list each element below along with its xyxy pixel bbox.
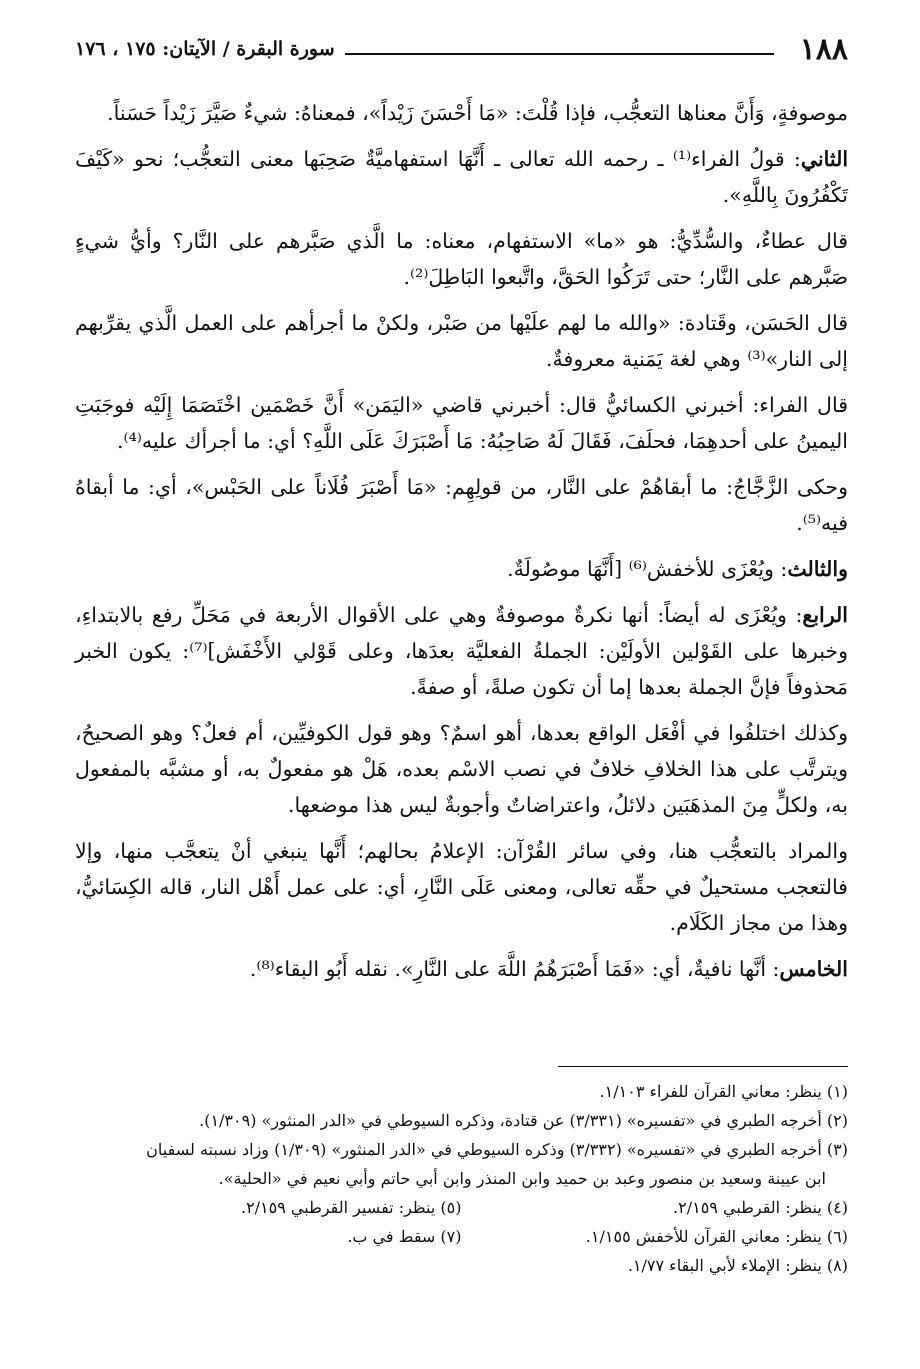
footnotes xyxy=(75,1078,848,1281)
paragraph: قال الحَسَن، وقَتادة: «والله ما لهم علَيْها من صَبْر، ولكنْ ما أجرأهم على العمل الَّذي يقرِّبهم إلى النار»⁽³⁾ وهي لغة يَمَنية معروفةٌ. xyxy=(75,311,848,371)
paragraph-fourth-view xyxy=(75,597,848,705)
footnote-continuation: ابن عيينة وسعيد بن منصور وعبد بن حميد وابن المنذر وابن أبي حاتم وأبي نعيم في «الحلية». xyxy=(218,1169,826,1188)
footnote: (١) ينظر: معاني القرآن للفراء ١/١٠٣. xyxy=(599,1082,848,1101)
paragraph: قال الفراء: أخبرني الكسائيُّ قال: أخبرني قاضي «اليَمَن» أَنَّ خَصْمَين اخْتَصَمَا إِلَيْه فوجَبَتِ اليمينُ على أحدهِمَا، فحلَفَ، فَقَالَ لَهُ صَاحِبُهُ: مَا أَصْبَرَكَ عَلَى اللَّهِ؟ أي: ما أجرأك عليه⁽⁴⁾. xyxy=(75,393,848,453)
paragraph: وحكى الزَّجَّاجُ: ما أبقاهُمْ على النَّار، من قولِهِم: «مَا أَصْبَرَ فُلَاناً على الحَبْس»، أي: ما أبقاهُ فيه⁽⁵⁾. xyxy=(75,475,848,535)
footnote: (٧) سقط في ب. xyxy=(347,1227,462,1246)
paragraph-text: : ويُعْزَى له أيضاً: أنها نكرةٌ موصوفةٌ وهي على الأقوال الأربعة في مَحَلِّ رفع بالابتداءِ، وخبرها على القَوْلين الأولَيْن: الجملةُ الفعليَّة بعدَها، وعلى قَوْلي الأَخْفَش]⁽⁷⁾: يكون الخبر مَحذوفاً فإنَّ الجملة بعدها إما أن تكون صلةً، أو صفةً. xyxy=(75,603,848,699)
page-header xyxy=(75,28,848,70)
footnote-row xyxy=(75,1194,848,1221)
paragraph: قال عطاءٌ، والسُّدِّيُّ: هو «ما» الاستفهام، معناه: ما الَّذي صَبَّرهم على النَّار؟ وأيُّ شيءٍ صَبَّرهم على النَّار؛ حتى تَرَكُوا الحَقَّ، واتَّبعوا البَاطِلَ⁽²⁾. xyxy=(75,229,848,289)
footnote: (٢) أخرجه الطبري في «تفسيره» (٣/٣٣١) عن قتادة، وذكره السيوطي في «الدر المنثور» (١/٣٠٩). xyxy=(199,1111,848,1130)
footnote: (٥) ينظر: تفسير القرطبي ٢/١٥٩. xyxy=(240,1198,462,1217)
paragraph: موصوفةٍ، وَأَنَّ معناها التعجُّب، فإذا قُلْتَ: «مَا أَحْسَنَ زَيْداً»، فمعناهُ: شيءٌ صَيَّرَ زَيْداً حَسَناً. xyxy=(107,101,848,125)
footnote-divider xyxy=(558,1066,848,1067)
section-label: الخامس xyxy=(779,957,848,981)
footnote: (٣) أخرجه الطبري في «تفسيره» (٣/٣٣٢) وذكره السيوطي في «الدر المنثور» (١/٣٠٩) وزاد نسبته لسفيان xyxy=(146,1140,848,1159)
paragraph: والمراد بالتعجُّب هنا، وفي سائر القُرْآن: الإعلامُ بحالهم؛ أَنَّها ينبغي أنْ يتعجَّب منها، وإلا فالتعجب مستحيلٌ في حقِّه تعالى، ومعنى عَلَى النَّارِ، أي: على عمل أَهْل النار، قاله الكِسَائيُّ، وهذا من مجاز الكَلَام. xyxy=(75,839,848,935)
section-label: الرابع xyxy=(802,603,848,627)
section-label: والثالث xyxy=(787,557,848,581)
section-label: الثاني xyxy=(800,147,849,171)
paragraph-text: : ويُعْزَى للأخفش⁽⁶⁾ [أَنَّهَا موصُولَةٌ. xyxy=(507,557,788,581)
paragraph-third-view xyxy=(75,551,848,587)
footnote: (٨) ينظر: الإملاء لأبي البقاء ١/٧٧. xyxy=(627,1256,848,1275)
main-text xyxy=(75,95,848,997)
paragraph-text: : قولُ الفراء⁽¹⁾ ـ رحمه الله تعالى ـ أَنَّهَا استفهاميَّةٌ صَحِبَها معنى التعجُّب؛ نحو «كَيْفَ تَكْفُرُونَ بِاللَّهِ». xyxy=(75,147,848,207)
paragraph-text: : أنَّها نافيةٌ، أي: «فَمَا أَصْبَرَهُمُ اللَّهَ على النَّارِ». نقله أَبُو البقاء⁽⁸⁾. xyxy=(249,957,780,981)
running-title: سورة البقرة / الآيتان: ١٧٥ ، ١٧٦ xyxy=(75,38,335,60)
header-rule xyxy=(345,53,774,55)
paragraph-fifth-view xyxy=(75,951,848,987)
page-number: ١٨٨ xyxy=(799,31,848,67)
paragraph-second-view xyxy=(75,141,848,213)
footnote-row xyxy=(75,1223,848,1250)
footnote: (٤) ينظر: القرطبي ٢/١٥٩. xyxy=(673,1198,848,1217)
footnote: (٦) ينظر: معاني القرآن للأخفش ١/١٥٥. xyxy=(585,1227,848,1246)
paragraph: وكذلك اختلفُوا في أفْعَل الواقع بعدها، أهو اسمٌ؟ وهو قول الكوفيِّين، أم فعلٌ؟ وهو الصحيحُ، ويترتَّب على هذا الخلافِ خلافٌ في نصب الاسْم بعده، هَلْ هو مفعولٌ به، أو مشبَّه بالمفعول به، ولكلٍّ مِنَ المذهَبَين دلائلُ، واعتراضاتٌ وأجوبةٌ ليس هذا موضعها. xyxy=(75,721,848,817)
